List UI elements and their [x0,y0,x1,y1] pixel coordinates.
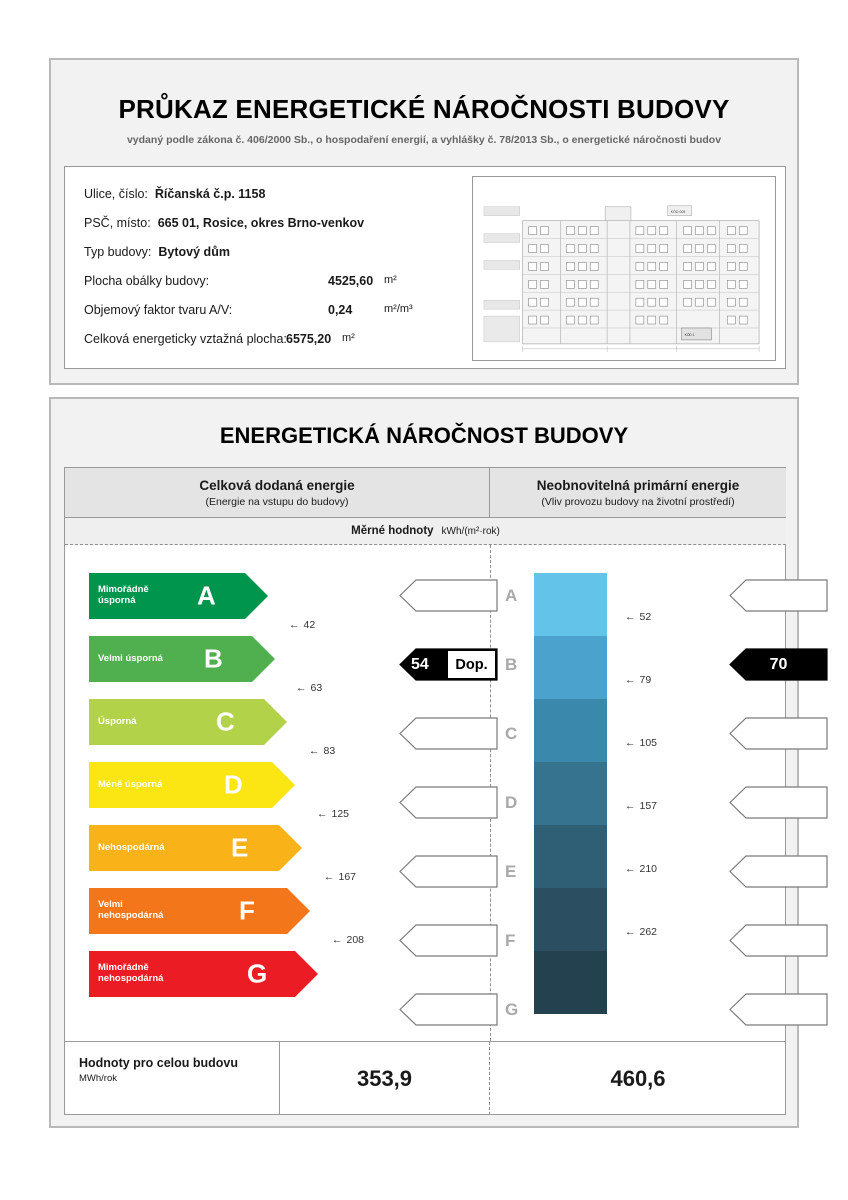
marker-outline-icon [399,924,498,957]
arrow-left-icon: ← [332,934,343,946]
delivered-marker-letter-e: E [505,862,517,881]
primary-marker-e [729,855,828,888]
rating-body [64,467,786,1115]
class-letter-e: E [231,832,249,863]
delivered-marker-row-a [399,579,518,642]
class-arrow-c [89,699,264,745]
delivered-marker-letter-f: F [505,931,516,950]
primary-marker-a [729,579,828,612]
svg-text:KÓD 1: KÓD 1 [684,332,695,337]
delivered-marker-d [399,786,498,819]
delivered-energy-markers [399,573,519,1056]
primary-block-f [534,888,607,951]
units-band-unit: kWh/(m²·rok) [441,525,500,537]
field-reference-area-unit: m² [342,332,355,344]
field-street-value: Říčanská č.p. 1158 [154,187,266,201]
field-street-label: Ulice, číslo: [84,187,148,201]
primary-boundary-1: ← 52 [625,611,652,623]
delivered-marker-letter-a: A [505,586,518,605]
page-title: PRŮKAZ ENERGETICKÉ NÁROČNOSTI BUDOVY [118,94,730,124]
class-row-f [89,888,365,951]
column-header-delivered-sub: (Energie na vstupu do budovy) [205,495,349,508]
arrow-tip-icon [245,573,268,619]
building-elevation-thumbnail [472,176,776,361]
totals-delivered-value: 353,9 [356,1065,413,1091]
marker-outline-icon [729,855,828,888]
primary-boundary-3: ← 105 [625,737,658,749]
identification-fields [65,167,465,368]
class-arrow-d [89,762,272,808]
primary-block-a [534,573,607,636]
arrow-left-icon: ← [625,674,636,686]
energy-rating-panel [49,397,799,1128]
field-reference-area-label: Celková energeticky vztažná plocha: [84,332,287,346]
class-row-g [89,951,295,1014]
arrow-left-icon: ← [625,611,636,623]
field-envelope-area-value: 4525,60 [328,274,374,288]
delivered-marker-row-f [399,924,516,987]
marker-outline-icon [399,579,498,612]
delivered-marker-badge: Dop. [446,649,497,680]
arrow-left-icon: ← [625,737,636,749]
field-building-type [84,245,465,274]
marker-outline-icon [399,717,498,750]
field-shape-factor-label: Objemový faktor tvaru A/V: [84,303,233,317]
class-letter-c: C [216,706,235,737]
class-label-f: Velmi nehospodárná [98,899,164,921]
field-reference-area [84,332,465,361]
totals-primary [490,1042,786,1115]
primary-marker-row-a [729,579,828,642]
delivered-marker-c [399,717,498,750]
marker-outline-icon [729,924,828,957]
class-arrow-a [89,573,245,619]
primary-block-c [534,699,607,762]
arrow-left-icon: ← [317,808,328,820]
primary-marker-b [729,648,828,681]
class-boundary-b: ← 63 [296,682,323,694]
class-label-b: Velmi úsporná [98,652,163,664]
field-building-type-label: Typ budovy: [84,245,152,259]
marker-outline-icon [399,786,498,819]
class-arrow-f [89,888,287,934]
column-header-delivered-title: Celková dodaná energie [199,477,355,493]
marker-outline-icon [399,855,498,888]
class-label-a: Mimořádně úsporná [98,584,149,606]
primary-block-b [534,636,607,699]
totals-delivered [280,1042,490,1115]
delivered-marker-row-e [399,855,517,918]
class-row-d [89,762,350,825]
column-header-delivered-energy [65,468,490,518]
primary-marker-value: 70 [769,655,788,673]
marker-outline-icon [729,786,828,819]
field-reference-area-value: 6575,20 [286,332,332,346]
primary-boundary-4: ← 157 [625,800,658,812]
class-letter-a: A [197,580,216,611]
arrow-left-icon: ← [625,926,636,938]
arrow-left-icon: ← [289,619,300,631]
class-letter-d: D [224,769,243,800]
delivered-marker-letter-g: G [505,1000,519,1019]
arrow-tip-icon [272,762,295,808]
delivered-marker-letter-b: B [505,655,518,674]
field-postcode-value: 665 01, Rosice, okres Brno-venkov [157,216,365,230]
delivered-marker-row-c [399,717,518,780]
primary-marker-row-d [729,786,828,849]
field-envelope-area-unit: m² [384,274,397,286]
primary-marker-f [729,924,828,957]
class-boundary-a: ← 42 [289,619,316,631]
column-header-primary-title: Neobnovitelná primární energie [536,477,740,493]
field-building-type-value: Bytový dům [158,245,230,259]
totals-row [65,1041,786,1115]
delivered-marker-e [399,855,498,888]
primary-boundary-2: ← 79 [625,674,652,686]
delivered-marker-a [399,579,498,612]
primary-block-d [534,762,607,825]
primary-marker-row-f [729,924,828,987]
delivered-marker-letter-d: D [505,793,518,812]
document-subtitle: vydaný podle zákona č. 406/2000 Sb., o hospodaření energií, a vyhlášky č. 78/2013 Sb., o energetické náročnosti budov [126,134,722,146]
delivered-marker-value: 54 [411,655,429,673]
arrow-tip-icon [264,699,287,745]
delivered-marker-b [399,648,498,681]
arrow-tip-icon [287,888,310,934]
class-row-c [89,699,336,762]
arrow-tip-icon [252,636,275,682]
field-shape-factor-unit: m²/m³ [384,303,413,315]
arrow-tip-icon [295,951,318,997]
class-arrow-b [89,636,252,682]
class-label-e: Nehospodárná [98,841,165,853]
totals-label-title: Hodnoty pro celou budovu [79,1056,239,1070]
primary-energy-gradient [534,573,607,1014]
class-boundary-d: ← 125 [317,808,350,820]
field-shape-factor [84,303,465,332]
field-street [84,187,465,216]
arrow-left-icon: ← [296,682,307,694]
field-postcode-label: PSČ, místo: [84,216,151,230]
rating-title: ENERGETICKÁ NÁROČNOST BUDOVY [219,423,629,448]
marker-outline-icon [729,579,828,612]
delivered-marker-f [399,924,498,957]
totals-primary-value: 460,6 [610,1065,666,1091]
column-header-primary-sub: (Vliv provozu budovy na životní prostředí) [541,495,735,508]
delivered-marker-letter-c: C [505,724,518,743]
primary-boundary-6: ← 262 [625,926,658,938]
field-envelope-area [84,274,465,303]
class-row-a [89,573,316,636]
primary-marker-g [729,993,828,1026]
field-envelope-area-label: Plocha obálky budovy: [84,274,210,288]
arrow-left-icon: ← [309,745,320,757]
class-label-d: Méně úsporná [98,778,163,790]
energy-class-scale [89,573,365,1014]
primary-marker-row-b [729,648,828,711]
class-row-b [89,636,323,699]
delivered-marker-row-d [399,786,518,849]
arrow-left-icon: ← [324,871,335,883]
marker-outline-icon [399,993,498,1026]
class-label-g: Mimořádně nehospodárná [98,962,164,984]
marker-outline-icon [729,717,828,750]
totals-label-unit: MWh/rok [79,1073,117,1084]
delivered-marker-row-b [399,648,518,711]
identification-panel [49,58,799,385]
primary-marker-d [729,786,828,819]
delivered-marker-g [399,993,498,1026]
building-drawing [473,177,775,361]
primary-marker-row-c [729,717,828,780]
primary-marker-row-e [729,855,828,918]
identification-body [64,166,786,369]
class-letter-b: B [204,643,223,674]
primary-block-g [534,951,607,1014]
class-boundary-c: ← 83 [309,745,336,757]
class-label-c: Úsporná [98,715,137,727]
class-boundary-e: ← 167 [324,871,357,883]
field-shape-factor-value: 0,24 [328,303,353,317]
arrow-tip-icon [279,825,302,871]
units-band [65,518,786,545]
class-letter-g: G [247,958,268,989]
class-letter-f: F [239,895,255,926]
class-arrow-g [89,951,295,997]
column-header-primary-energy [490,468,786,518]
scale-area [65,545,786,1041]
units-band-label: Měrné hodnoty [351,525,434,537]
primary-energy-markers [729,573,828,1056]
svg-text:KÓD 005: KÓD 005 [670,209,686,214]
marker-outline-icon [729,993,828,1026]
field-postcode [84,216,465,245]
primary-block-e [534,825,607,888]
class-arrow-e [89,825,279,871]
class-boundary-f: ← 208 [332,934,365,946]
class-row-e [89,825,357,888]
arrow-left-icon: ← [625,800,636,812]
arrow-left-icon: ← [625,863,636,875]
primary-boundary-5: ← 210 [625,863,658,875]
primary-marker-c [729,717,828,750]
totals-label [65,1042,280,1115]
